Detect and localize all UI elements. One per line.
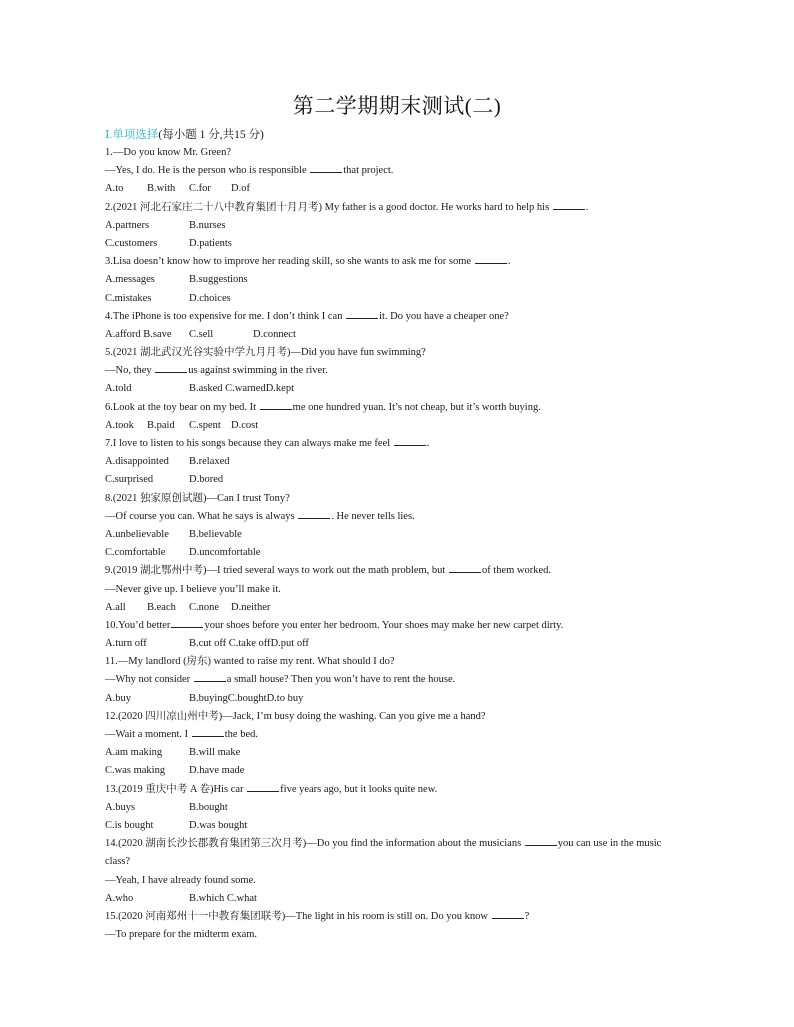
answer-option: A.told	[105, 383, 132, 395]
question-text-continued: that project.	[343, 165, 394, 177]
answer-option: B.relaxed	[189, 456, 230, 468]
answer-options-row	[105, 180, 705, 198]
answer-option: D.neither	[231, 601, 271, 613]
answer-blank	[475, 253, 507, 264]
answer-blank	[449, 562, 481, 573]
question-text: 10.You’d better	[105, 619, 171, 631]
answer-options-row	[105, 599, 705, 617]
answer-option: D.patients	[189, 237, 232, 249]
answer-options-row	[105, 235, 705, 253]
question-text-line	[105, 344, 705, 362]
question-text-line	[105, 162, 705, 180]
answer-option: B.nurses	[189, 219, 226, 231]
answer-option: B.buyingC.boughtD.to buy	[189, 692, 304, 704]
answer-option: B.suggestions	[189, 274, 248, 286]
answer-option: A.who	[105, 892, 134, 904]
answer-option: C.mistakes	[105, 292, 152, 304]
answer-options-row	[105, 453, 705, 471]
question-text: —To prepare for the midterm exam.	[105, 929, 258, 941]
question-text: 13.(2019 重庆中考 A 卷)His car	[105, 783, 247, 795]
answer-options-row	[105, 217, 705, 235]
question-text: —Yes, I do. He is the person who is responsible	[105, 165, 310, 177]
question-text-line	[105, 872, 705, 890]
answer-options-row	[105, 690, 705, 708]
question-text-line	[105, 908, 705, 926]
question-text: 14.(2020 湖南长沙长郡教育集团第三次月考)—Do you find the information about the musicians	[105, 838, 524, 850]
answer-options-row	[105, 799, 705, 817]
question-text: —Why not consider	[105, 674, 193, 686]
question-text-line	[105, 726, 705, 744]
answer-option: A.buys	[105, 801, 136, 813]
question-text-continued: .	[426, 438, 430, 449]
answer-options-row	[105, 635, 705, 653]
question-text-continued: your shoes before you enter her bedroom. Your shoes may make her new carpet dirty.	[204, 619, 564, 631]
section-heading	[105, 126, 264, 142]
question-text-continued: .	[585, 201, 589, 213]
answer-options-row	[105, 380, 705, 398]
answer-option: A.buy	[105, 692, 131, 704]
answer-blank	[192, 726, 224, 737]
answer-blank	[346, 308, 378, 319]
question-text: —Yeah, I have already found some.	[105, 874, 256, 886]
question-text-line	[105, 835, 705, 853]
question-text-line	[105, 199, 705, 217]
answer-options-row	[105, 290, 705, 308]
question-text: 3.Lisa doesn’t know how to improve her reading skill, so she wants to ask me for some	[105, 256, 474, 268]
question-text: —Never give up. I believe you’ll make it.	[105, 583, 281, 595]
answer-option: D.uncomfortable	[189, 547, 261, 559]
question-list	[105, 144, 705, 944]
answer-option: A.partners	[105, 219, 150, 231]
answer-option: C.surprised	[105, 474, 154, 486]
question-text-line	[105, 144, 705, 162]
question-text-line	[105, 362, 705, 380]
answer-options-row	[105, 544, 705, 562]
question-text: 4.The iPhone is too expensive for me. I don’t think I can	[105, 310, 346, 322]
question-text-line	[105, 617, 705, 635]
answer-option: C.for	[189, 183, 211, 195]
question-text: 7.I love to listen to his songs because they can always make me feel	[105, 438, 393, 449]
question-text-line	[105, 653, 705, 671]
question-text: 2.(2021 河北石家庄二十八中教育集团十月月考) My father is a good doctor. He works hard to help his	[105, 201, 552, 213]
question-text-continued: of them worked.	[481, 565, 552, 577]
question-text: class?	[105, 856, 131, 868]
question-text: —Of course you can. What he says is always	[105, 510, 298, 522]
question-text-line	[105, 671, 705, 689]
question-text: 8.(2021 独家原创试题)—Can I trust Tony?	[105, 492, 290, 504]
answer-option: C.sell	[189, 328, 214, 340]
answer-option: D.was bought	[189, 819, 248, 831]
answer-blank	[394, 435, 426, 446]
answer-option: A.took	[105, 419, 134, 431]
question-text-line	[105, 508, 705, 526]
answer-option: A.disappointed	[105, 456, 169, 468]
answer-option: D.bored	[189, 474, 224, 486]
answer-options-row	[105, 890, 705, 908]
question-text: 1.—Do you know Mr. Green?	[105, 147, 231, 158]
answer-option: B.paid	[147, 419, 175, 431]
question-text: 12.(2020 四川凉山州中考)—Jack, I’m busy doing the washing. Can you give me a hand?	[105, 710, 486, 722]
answer-option: B.each	[147, 601, 176, 613]
answer-options-row	[105, 471, 705, 489]
question-text-line	[105, 581, 705, 599]
question-text-line	[105, 253, 705, 271]
question-text-continued: .	[507, 256, 511, 268]
answer-options-row	[105, 326, 705, 344]
question-text-line	[105, 781, 705, 799]
answer-option: B.asked C.warned	[189, 383, 266, 395]
answer-option: B.which C.what	[189, 892, 257, 904]
answer-blank	[194, 671, 226, 682]
answer-blank	[553, 199, 585, 210]
answer-blank	[260, 399, 292, 410]
answer-blank	[310, 162, 342, 173]
answer-blank	[298, 508, 330, 519]
question-text: —Wait a moment. I	[105, 729, 191, 740]
question-text: 11.—My landlord (房东) wanted to raise my rent. What should I do?	[105, 656, 395, 668]
answer-option: D.put off	[270, 638, 309, 650]
answer-option: D.cost	[231, 419, 259, 431]
answer-option: B.cut off C.take off	[189, 638, 271, 650]
answer-option: D.choices	[189, 292, 231, 304]
question-text-line	[105, 308, 705, 326]
question-text: 5.(2021 湖北武汉光谷实验中学九月月考)—Did you have fun swimming?	[105, 347, 426, 359]
answer-options-row	[105, 817, 705, 835]
question-text-continued: ?	[524, 910, 530, 922]
answer-option: C.is bought	[105, 819, 154, 831]
question-text: —No, they	[105, 365, 155, 377]
answer-options-row	[105, 526, 705, 544]
answer-option: D.connect	[253, 328, 296, 340]
answer-option: B.with	[147, 183, 176, 195]
question-text-line	[105, 562, 705, 580]
question-text-line	[105, 399, 705, 417]
answer-option: A.unbelievable	[105, 528, 169, 540]
answer-option: B.will make	[189, 747, 241, 759]
answer-option: C.was making	[105, 765, 166, 777]
section-label: Ⅰ.单项选择	[105, 129, 159, 141]
question-text-line	[105, 490, 705, 508]
question-text-line	[105, 708, 705, 726]
answer-option: C.spent	[189, 419, 221, 431]
answer-blank	[492, 908, 524, 919]
answer-blank	[155, 362, 187, 373]
answer-option: A.am making	[105, 747, 163, 759]
answer-option: A.all	[105, 601, 126, 613]
question-text-continued: the bed.	[224, 729, 259, 740]
question-text-continued: you can use in the music	[557, 838, 662, 850]
page-title: 第二学期期末测试(二)	[292, 94, 502, 118]
answer-blank	[247, 781, 279, 792]
answer-option: D.of	[231, 183, 250, 195]
answer-option: A.messages	[105, 274, 155, 286]
answer-option: A.turn off	[105, 638, 147, 650]
answer-option: D.kept	[265, 383, 294, 395]
question-text-continued: it. Do you have a cheaper one?	[379, 310, 509, 322]
question-text-line	[105, 435, 705, 453]
question-text: 9.(2019 湖北鄂州中考)—I tried several ways to work out the math problem, but	[105, 565, 448, 577]
section-note: (每小题 1 分,共15 分)	[158, 129, 264, 141]
question-text-continued: . He never tells lies.	[331, 510, 415, 522]
question-text-continued: a small house? Then you won’t have to rent the house.	[226, 674, 456, 686]
question-text-continued: us against swimming in the river.	[188, 365, 328, 377]
question-text-line	[105, 853, 705, 871]
answer-blank	[525, 835, 557, 846]
answer-option: B.bought	[189, 801, 228, 813]
answer-option: C.none	[189, 601, 220, 613]
question-text-line	[105, 926, 705, 944]
answer-option: A.afford B.save	[105, 328, 172, 340]
answer-options-row	[105, 417, 705, 435]
answer-option: D.have made	[189, 765, 245, 777]
question-text-continued: me one hundred yuan. It’s not cheap, but it’s worth buying.	[292, 401, 541, 413]
answer-options-row	[105, 271, 705, 289]
answer-option: C.comfortable	[105, 547, 166, 559]
question-text-continued: five years ago, but it looks quite new.	[280, 783, 438, 795]
answer-option: C.customers	[105, 237, 158, 249]
answer-option: A.to	[105, 183, 124, 195]
answer-blank	[171, 617, 203, 628]
answer-option: B.believable	[189, 528, 242, 540]
answer-options-row	[105, 744, 705, 762]
answer-options-row	[105, 762, 705, 780]
question-text: 15.(2020 河南郑州十一中教育集团联考)—The light in his room is still on. Do you know	[105, 910, 491, 922]
question-text: 6.Look at the toy bear on my bed. It	[105, 401, 259, 413]
